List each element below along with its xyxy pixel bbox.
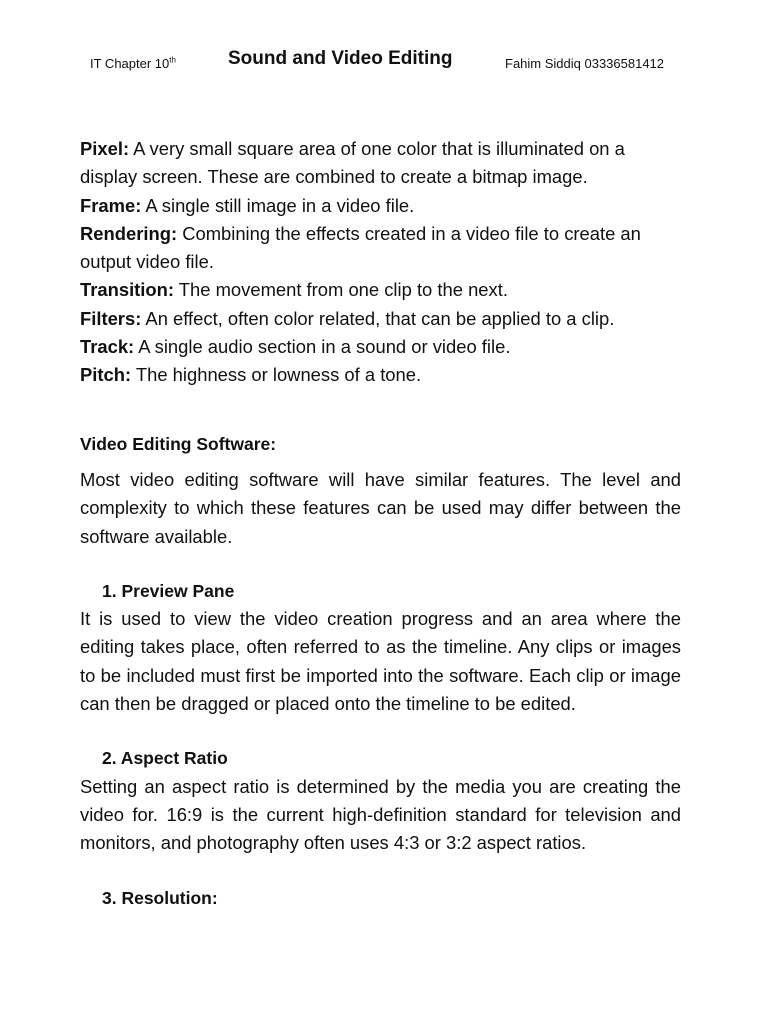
definition-pitch [80, 361, 681, 389]
definition-text: The highness or lowness of a tone. [131, 364, 422, 386]
chapter-label: IT Chapter 10th [90, 55, 176, 71]
definition-track [80, 333, 681, 361]
definition-term: Pitch: [80, 364, 132, 386]
definition-text: An effect, often color related, that can be applied to a clip. [141, 307, 615, 329]
chapter-superscript: th [169, 55, 176, 65]
definition-term: Transition: [80, 279, 175, 301]
definition-term: Track: [80, 336, 135, 358]
feature-text-preview-pane: It is used to view the video creation progress and an area where the editing takes place, often referred to as the timeline. Any clips or images to be included must first be imported into the software. Each clip or image can then be dragged or placed onto the timeline to be edited. [80, 608, 681, 715]
feature-heading-resolution: 3. Resolution: [102, 887, 218, 908]
definition-text: Combining the effects created in a video file to create an output video file. [80, 222, 641, 273]
definition-frame [80, 192, 681, 220]
definitions-list [80, 135, 681, 390]
definition-term: Frame: [80, 194, 142, 216]
definition-transition [80, 276, 681, 304]
definition-text: A single still image in a video file. [141, 194, 415, 216]
document-body [80, 135, 681, 912]
definition-term: Rendering: [80, 222, 178, 244]
section-intro: Most video editing software will have similar features. The level and complexity to which these features can be used may differ between the software available. [80, 468, 681, 547]
definition-pixel [80, 135, 681, 192]
section-heading: Video Editing Software: [80, 433, 277, 454]
definition-term: Pixel: [80, 138, 130, 159]
page-title: Sound and Video Editing [228, 48, 453, 69]
definition-term: Filters: [80, 307, 142, 329]
definition-text: A very small square area of one color that is illuminated on a display screen. These are combined to create a bitmap image. [80, 138, 625, 188]
definition-rendering [80, 220, 681, 277]
author-contact: Fahim Siddiq 03336581412 [505, 56, 665, 71]
page-header [0, 46, 768, 76]
feature-heading-aspect-ratio: 2. Aspect Ratio [102, 748, 228, 769]
definition-filters [80, 305, 681, 333]
definition-text: A single audio section in a sound or video file. [134, 336, 511, 358]
feature-heading-preview-pane: 1. Preview Pane [102, 580, 235, 601]
feature-text-aspect-ratio: Setting an aspect ratio is determined by the media you are creating the video for. 16:9 is the current high-definition standard for television and monitors, and photography often uses 4:3 or 3:2 aspect ratios. [80, 775, 681, 854]
definition-text: The movement from one clip to the next. [174, 279, 508, 301]
